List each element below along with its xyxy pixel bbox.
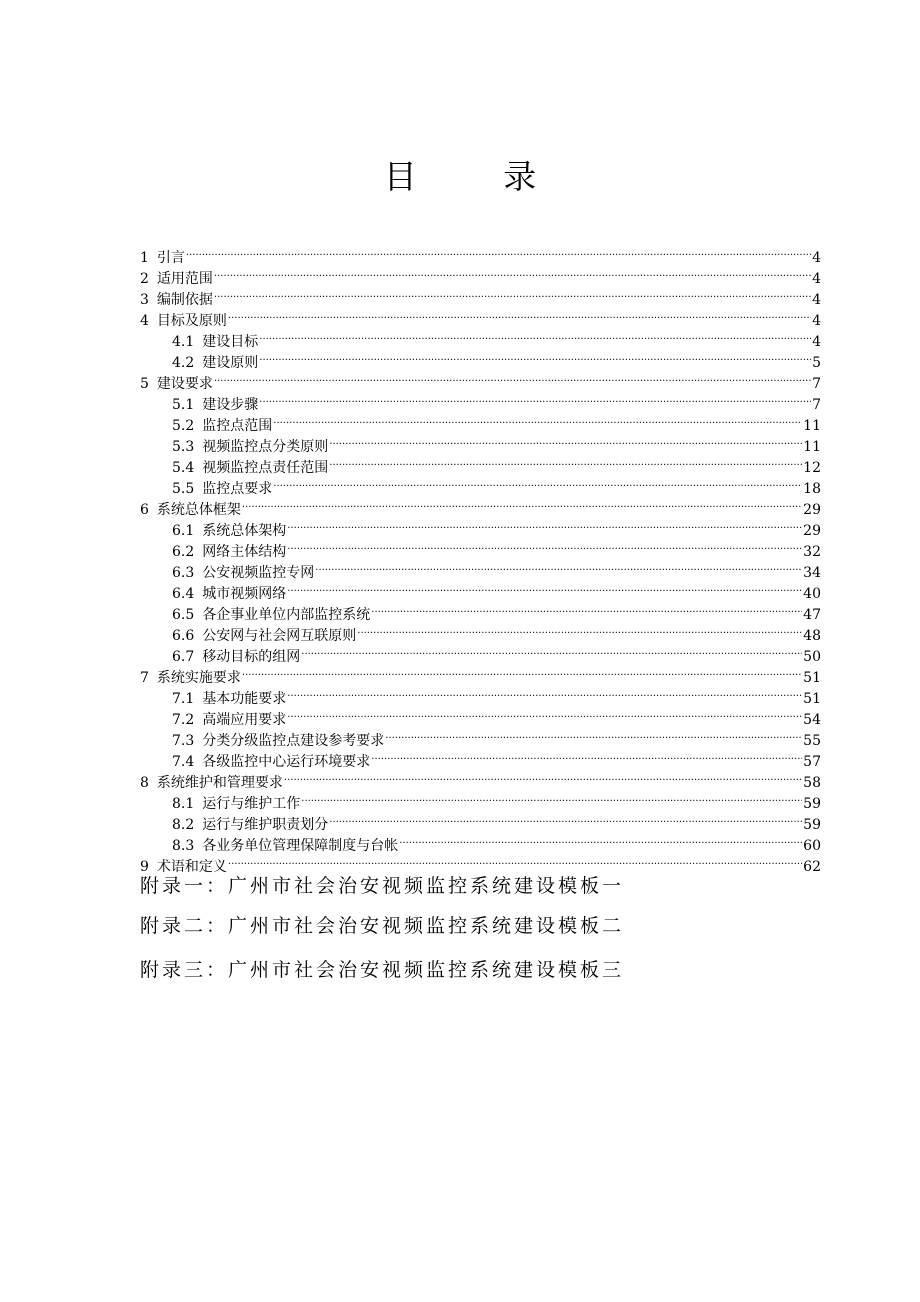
toc-entry-number: 8.2	[172, 817, 195, 833]
toc-entry-page: 4	[812, 334, 821, 350]
toc-entry-page: 4	[812, 292, 821, 308]
toc-entry-number: 5.4	[172, 460, 195, 476]
toc-dot-leader	[329, 808, 802, 829]
toc-entry-page: 59	[803, 796, 821, 812]
toc-entry-label: 分类分级监控点建设参考要求	[202, 733, 385, 749]
toc-entry[interactable]	[140, 388, 821, 413]
toc-entry-label: 城市视频网络	[202, 586, 287, 602]
toc-entry-number: 6.4	[172, 586, 195, 602]
toc-entry-label: 移动目标的组网	[202, 649, 301, 665]
toc-dot-leader	[259, 388, 811, 409]
toc-dot-leader	[301, 640, 802, 661]
toc-entry-label: 各业务单位管理保障制度与台帐	[202, 838, 399, 854]
toc-entry-label: 系统总体框架	[156, 502, 241, 518]
toc-entry-page: 4	[812, 313, 821, 329]
toc-dot-leader	[273, 472, 802, 493]
toc-entry[interactable]	[140, 493, 821, 518]
toc-entry-number: 4.2	[172, 355, 195, 371]
toc-dot-leader	[214, 262, 811, 283]
appendix-entry[interactable]: 附录三：广州市社会治安视频监控系统建设模板三	[140, 959, 625, 981]
toc-dot-leader	[385, 724, 802, 745]
toc-entry-label: 建设要求	[156, 376, 213, 392]
toc-dot-leader	[399, 829, 802, 850]
toc-entry-number: 3	[140, 292, 149, 308]
toc-entry-number: 8	[140, 775, 149, 791]
toc-entry[interactable]	[140, 262, 821, 287]
toc-dot-leader	[214, 367, 811, 388]
appendix-entry[interactable]: 附录二：广州市社会治安视频监控系统建设模板二	[140, 915, 625, 937]
toc-entry-page: 50	[803, 649, 821, 665]
toc-entry-number: 8.1	[172, 796, 195, 812]
toc-entry[interactable]	[140, 241, 821, 266]
toc-entry-page: 11	[803, 418, 821, 434]
toc-entry-number: 1	[140, 250, 149, 266]
toc-entry-label: 视频监控点分类原则	[202, 439, 329, 455]
toc-entry-number: 4	[140, 313, 149, 329]
page-title: 目 录	[383, 157, 575, 196]
toc-entry-number: 6.6	[172, 628, 195, 644]
toc-entry-page: 29	[803, 502, 821, 518]
toc-entry-number: 5	[140, 376, 149, 392]
toc-entry-page: 5	[812, 355, 821, 371]
toc-entry-label: 建设原则	[202, 355, 259, 371]
toc-dot-leader	[287, 703, 802, 724]
toc-entry-page: 55	[803, 733, 821, 749]
toc-entry-label: 公安视频监控专网	[202, 565, 315, 581]
toc-entry-page: 51	[803, 691, 821, 707]
toc-entry-page: 7	[812, 376, 821, 392]
toc-entry-label: 编制依据	[156, 292, 213, 308]
toc-entry-page: 7	[812, 397, 821, 413]
toc-entry[interactable]	[140, 514, 821, 539]
toc-entry-number: 8.3	[172, 838, 195, 854]
toc-entry-page: 57	[803, 754, 821, 770]
toc-entry-label: 系统实施要求	[156, 670, 241, 686]
toc-dot-leader	[228, 304, 811, 325]
toc-entry-page: 29	[803, 523, 821, 539]
toc-entry-number: 7.4	[172, 754, 195, 770]
toc-entry-page: 32	[803, 544, 821, 560]
table-of-contents	[140, 241, 821, 875]
toc-dot-leader	[259, 325, 811, 346]
toc-entry-number: 6.7	[172, 649, 195, 665]
toc-entry-number: 6.1	[172, 523, 195, 539]
toc-entry[interactable]	[140, 283, 821, 308]
toc-entry-label: 系统维护和管理要求	[156, 775, 283, 791]
toc-dot-leader	[284, 766, 802, 787]
toc-entry[interactable]	[140, 850, 821, 875]
toc-entry[interactable]	[140, 367, 821, 392]
toc-entry-page: 34	[803, 565, 821, 581]
toc-dot-leader	[273, 409, 802, 430]
toc-entry-page: 58	[803, 775, 821, 791]
toc-entry-label: 高端应用要求	[202, 712, 287, 728]
toc-entry-page: 18	[803, 481, 821, 497]
toc-entry-number: 6.3	[172, 565, 195, 581]
toc-entry-label: 适用范围	[156, 271, 213, 287]
toc-entry-label: 目标及原则	[156, 313, 227, 329]
toc-dot-leader	[329, 451, 802, 472]
toc-dot-leader	[329, 430, 802, 451]
toc-entry-page: 59	[803, 817, 821, 833]
toc-dot-leader	[287, 535, 802, 556]
toc-entry-label: 各级监控中心运行环境要求	[202, 754, 371, 770]
toc-entry-page: 4	[812, 271, 821, 287]
toc-entry-number: 7	[140, 670, 149, 686]
toc-entry-page: 40	[803, 586, 821, 602]
toc-entry-number: 5.3	[172, 439, 195, 455]
toc-entry-page: 48	[803, 628, 821, 644]
toc-entry-label: 建设目标	[202, 334, 259, 350]
toc-dot-leader	[371, 598, 802, 619]
toc-dot-leader	[242, 493, 802, 514]
toc-entry-number: 7.1	[172, 691, 195, 707]
toc-entry-label: 监控点范围	[202, 418, 273, 434]
toc-dot-leader	[242, 661, 802, 682]
toc-dot-leader	[287, 514, 802, 535]
toc-entry[interactable]	[140, 682, 821, 707]
toc-entry-number: 5.5	[172, 481, 195, 497]
toc-entry-number: 2	[140, 271, 149, 287]
toc-entry-label: 网络主体结构	[202, 544, 287, 560]
toc-entry-label: 建设步骤	[202, 397, 259, 413]
toc-entry-number: 4.1	[172, 334, 195, 350]
toc-entry-label: 公安网与社会网互联原则	[202, 628, 357, 644]
toc-entry-label: 术语和定义	[156, 859, 227, 875]
toc-dot-leader	[301, 787, 802, 808]
toc-entry-label: 基本功能要求	[202, 691, 287, 707]
toc-dot-leader	[259, 346, 811, 367]
toc-dot-leader	[315, 556, 802, 577]
toc-dot-leader	[357, 619, 802, 640]
toc-entry[interactable]	[140, 325, 821, 350]
toc-entry-label: 监控点要求	[202, 481, 273, 497]
toc-entry-page: 47	[803, 607, 821, 623]
toc-entry-number: 7.2	[172, 712, 195, 728]
toc-entry-page: 60	[803, 838, 821, 854]
toc-entry[interactable]	[140, 661, 821, 686]
toc-dot-leader	[214, 283, 811, 304]
toc-entry-number: 9	[140, 859, 149, 875]
toc-entry-page: 51	[803, 670, 821, 686]
toc-entry-label: 各企事业单位内部监控系统	[202, 607, 371, 623]
appendix-entry[interactable]: 附录一：广州市社会治安视频监控系统建设模板一	[140, 875, 625, 897]
toc-entry-number: 6.2	[172, 544, 195, 560]
toc-dot-leader	[228, 850, 802, 871]
toc-entry-page: 12	[803, 460, 821, 476]
toc-entry-number: 6.5	[172, 607, 195, 623]
toc-dot-leader	[287, 577, 802, 598]
toc-entry-number: 5.2	[172, 418, 195, 434]
toc-entry-label: 引言	[156, 250, 185, 266]
toc-dot-leader	[186, 241, 811, 262]
toc-entry-number: 5.1	[172, 397, 195, 413]
toc-entry-label: 系统总体架构	[202, 523, 287, 539]
toc-entry-label: 运行与维护工作	[202, 796, 301, 812]
toc-entry-label: 视频监控点责任范围	[202, 460, 329, 476]
toc-entry-page: 11	[803, 439, 821, 455]
toc-dot-leader	[371, 745, 802, 766]
toc-entry-number: 7.3	[172, 733, 195, 749]
toc-dot-leader	[287, 682, 802, 703]
toc-entry-page: 4	[812, 250, 821, 266]
toc-entry-number: 6	[140, 502, 149, 518]
toc-entry[interactable]	[140, 304, 821, 329]
toc-entry-page: 54	[803, 712, 821, 728]
toc-entry-label: 运行与维护职责划分	[202, 817, 329, 833]
toc-entry-page: 62	[803, 859, 821, 875]
